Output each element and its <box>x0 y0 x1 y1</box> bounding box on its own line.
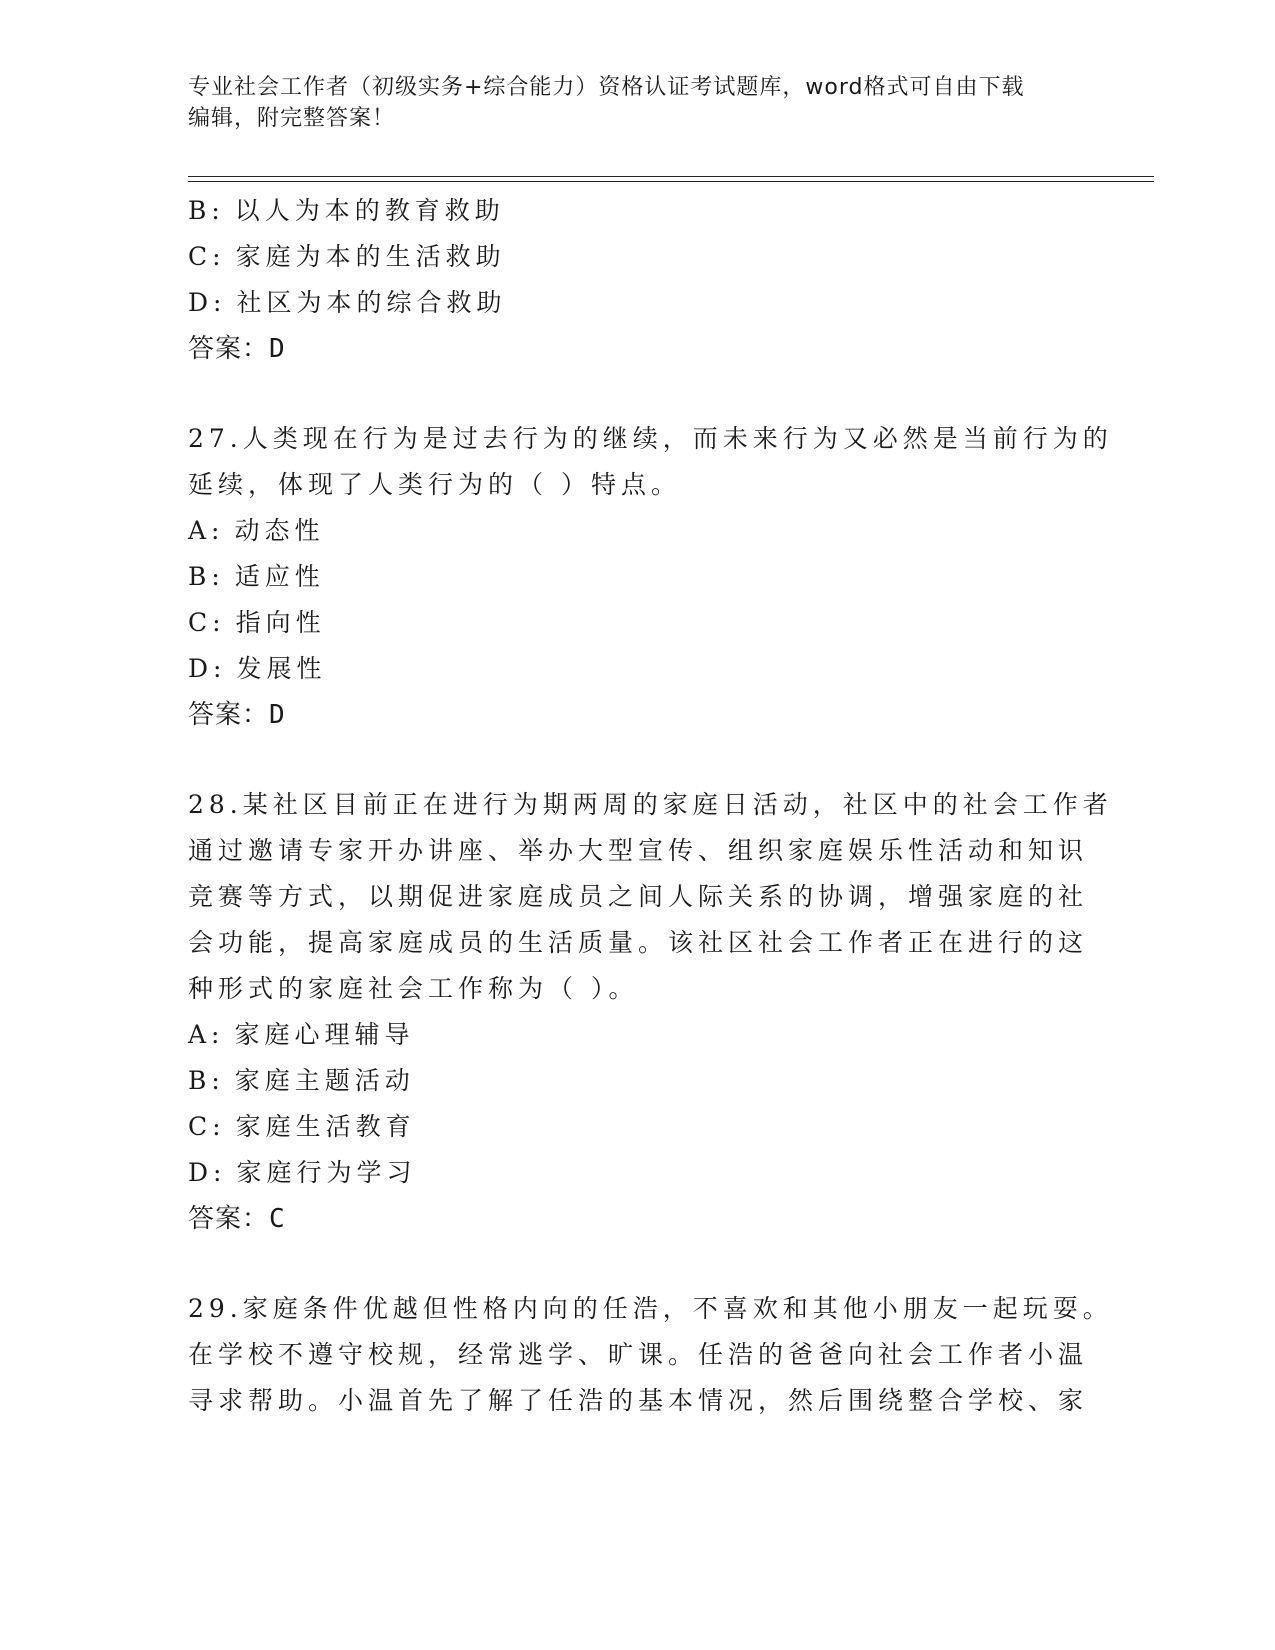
answer: 答案：D <box>188 700 286 730</box>
question-text-line: 种形式的家庭社会工作称为（ ）。 <box>188 974 639 1003</box>
option-d: D: 社区为本的综合救助 <box>188 288 507 317</box>
option-c: C: 指向性 <box>188 608 326 637</box>
option-b: B: 以人为本的教育救助 <box>188 196 505 225</box>
header-line-2: 编辑，附完整答案！ <box>188 106 396 131</box>
option-d: D: 发展性 <box>188 654 327 683</box>
question-text-line: 寻求帮助。小温首先了解了任浩的基本情况，然后围绕整合学校、家 <box>188 1386 1089 1415</box>
option-d: D: 家庭行为学习 <box>188 1158 417 1187</box>
header-divider-top <box>188 176 1154 177</box>
answer: 答案：D <box>188 334 286 364</box>
option-c: C: 家庭为本的生活救助 <box>188 242 506 271</box>
question-text-line: 会功能，提高家庭成员的生活质量。该社区社会工作者正在进行的这 <box>188 928 1089 957</box>
option-b: B: 家庭主题活动 <box>188 1066 415 1095</box>
header-line-1: 专业社会工作者（初级实务+综合能力）资格认证考试题库，word格式可自由下载 <box>188 75 1025 100</box>
question-text-line: 28.某社区目前正在进行为期两周的家庭日活动，社区中的社会工作者 <box>188 790 1113 819</box>
document-body <box>188 188 1113 1424</box>
document-header <box>188 72 1088 134</box>
question-text-line: 29.家庭条件优越但性格内向的任浩，不喜欢和其他小朋友一起玩耍。 <box>188 1294 1113 1323</box>
answer: 答案：C <box>188 1204 286 1234</box>
question-28 <box>188 782 1113 1242</box>
question-text-line: 通过邀请专家开办讲座、举办大型宣传、组织家庭娱乐性活动和知识 <box>188 836 1089 865</box>
option-b: B: 适应性 <box>188 562 325 591</box>
header-divider-bottom <box>188 181 1154 182</box>
question-text-line: 在学校不遵守校规，经常逃学、旷课。任浩的爸爸向社会工作者小温 <box>188 1340 1089 1369</box>
question-text-line: 27.人类现在行为是过去行为的继续，而未来行为又必然是当前行为的 <box>188 424 1113 453</box>
question-29 <box>188 1286 1113 1424</box>
question-26 <box>188 188 1088 372</box>
question-text-line: 延续，体现了人类行为的（ ）特点。 <box>188 470 681 499</box>
option-a: A: 动态性 <box>188 516 325 545</box>
option-c: C: 家庭生活教育 <box>188 1112 416 1141</box>
question-text-line: 竞赛等方式，以期促进家庭成员之间人际关系的协调，增强家庭的社 <box>188 882 1089 911</box>
question-27 <box>188 416 1113 738</box>
option-a: A: 家庭心理辅导 <box>188 1020 415 1049</box>
